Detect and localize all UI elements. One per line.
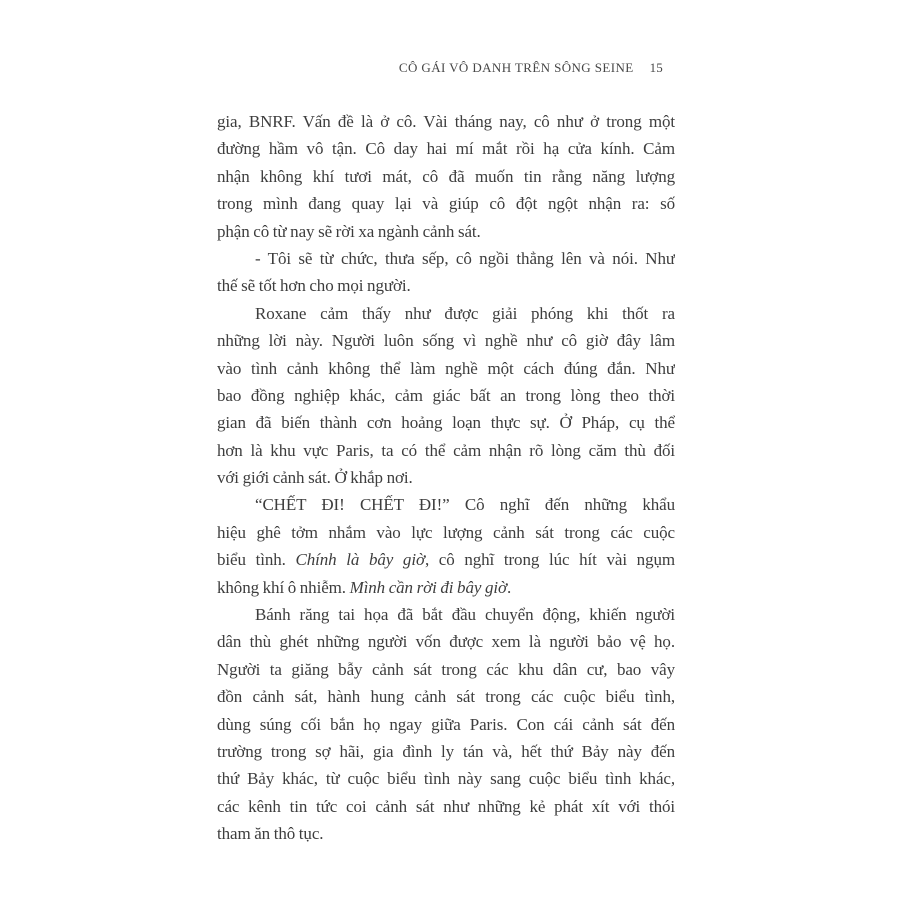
text-segment: “CHẾT ĐI! CHẾT ĐI!” Cô nghĩ đến những khẩu: [255, 495, 675, 515]
text-segment: Người ta giăng bẫy cảnh sát trong các khu dân cư, bao vây: [217, 659, 675, 679]
text-line: [217, 601, 675, 628]
text-line: [217, 135, 675, 162]
running-head-title: CÔ GÁI VÔ DANH TRÊN SÔNG SEINE: [398, 60, 634, 75]
text-line: [217, 355, 675, 382]
text-segment: đồn cảnh sát, hành hung cảnh sát trong các cuộc biểu tình,: [217, 687, 675, 707]
text-line: [217, 218, 675, 245]
text-segment: phận cô từ nay sẽ rời xa ngành cảnh sát.: [217, 221, 481, 241]
text-segment: biểu tình.: [217, 550, 296, 570]
text-line: [217, 437, 675, 464]
text-line: [217, 327, 675, 354]
text-segment: hơn là khu vực Paris, ta có thể cảm nhận rõ lòng căm thù đối: [217, 440, 675, 460]
text-segment: dùng súng cối bắn họ ngay giữa Paris. Con cái cảnh sát đến: [217, 714, 675, 734]
text-segment: hiệu ghê tởm nhắm vào lực lượng cảnh sát trong các cuộc: [217, 522, 675, 542]
text-line: [217, 190, 675, 217]
text-line: [217, 272, 675, 299]
text-line: [217, 464, 675, 491]
text-line: [217, 574, 675, 601]
text-segment: những lời này. Người luôn sống vì nghề như cô giờ đây lâm: [217, 331, 675, 351]
text-segment: - Tôi sẽ từ chức, thưa sếp, cô ngồi thẳng lên và nói. Như: [255, 248, 675, 268]
text-segment: thứ Bảy khác, từ cuộc biểu tình này sang cuộc biểu tình khác,: [217, 769, 675, 789]
text-line: [217, 738, 675, 765]
text-segment: không khí ô nhiễm.: [217, 577, 350, 597]
text-line: [217, 628, 675, 655]
text-segment: vào tình cảnh không thể làm nghề một cách đúng đắn. Như: [217, 358, 675, 378]
text-segment: , cô nghĩ trong lúc hít vài ngụm: [424, 550, 675, 570]
text-line: [217, 793, 675, 820]
text-line: [217, 491, 675, 518]
text-line: [217, 656, 675, 683]
page-number: 15: [649, 60, 663, 75]
text-line: [217, 711, 675, 738]
text-segment: Roxane cảm thấy như được giải phóng khi thốt ra: [255, 303, 675, 323]
text-segment: .: [506, 577, 512, 597]
text-line: [217, 163, 675, 190]
text-line: [217, 245, 675, 272]
text-line: [217, 683, 675, 710]
text-line: [217, 382, 675, 409]
text-line: [217, 409, 675, 436]
text-segment: bao đồng nghiệp khác, cảm giác bất an trong lòng theo thời: [217, 385, 675, 405]
italic-text-segment: Chính là bây giờ: [295, 550, 425, 570]
text-line: [217, 546, 675, 573]
text-line: [217, 300, 675, 327]
text-segment: trường trong sợ hãi, gia đình ly tán và, hết thứ Bảy này đến: [217, 741, 675, 761]
text-segment: trong mình đang quay lại và giúp cô đột ngột nhận ra: số: [217, 194, 675, 214]
text-segment: Bánh răng tai họa đã bắt đầu chuyển động, khiến người: [255, 605, 675, 625]
text-segment: gia, BNRF. Vấn đề là ở cô. Vài tháng nay, cô như ở trong một: [217, 112, 675, 131]
text-segment: nhận không khí tươi mát, cô đã muốn tin rằng năng lượng: [217, 166, 675, 186]
italic-text-segment: Mình cần rời đi bây giờ: [349, 577, 507, 597]
text-segment: dân thù ghét những người vốn được xem là người bảo vệ họ.: [217, 632, 675, 652]
text-segment: đường hầm vô tận. Cô day hai mí mắt rồi hạ cửa kính. Cảm: [217, 139, 675, 159]
text-block: [217, 108, 675, 848]
text-segment: các kênh tin tức coi cảnh sát như những kẻ phát xít với thói: [217, 796, 675, 816]
text-line: [217, 108, 675, 135]
text-line: [217, 820, 675, 847]
text-segment: tham ăn thô tục.: [217, 824, 324, 844]
running-head: [217, 60, 663, 76]
text-segment: với giới cảnh sát. Ở khắp nơi.: [217, 468, 413, 488]
text-segment: gian đã biến thành cơn hoảng loạn thực sự. Ở Pháp, cụ thể: [217, 413, 675, 433]
text-segment: thế sẽ tốt hơn cho mọi người.: [217, 276, 411, 296]
text-line: [217, 765, 675, 792]
text-line: [217, 519, 675, 546]
